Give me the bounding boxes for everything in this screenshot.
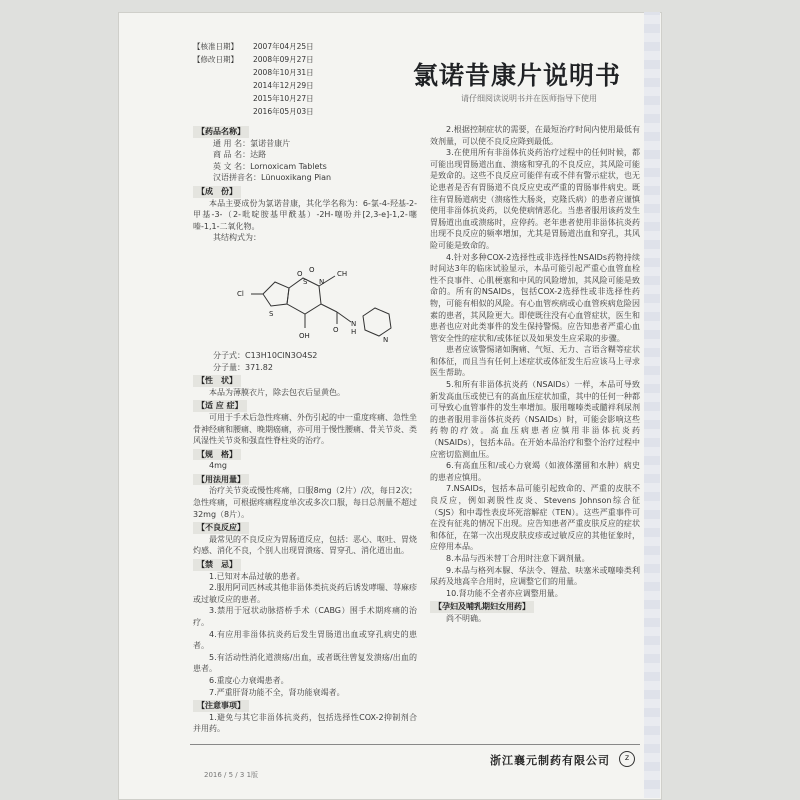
svg-text:Cl: Cl — [237, 289, 244, 298]
contraindication-item: 2.服用阿司匹林或其他非甾体类抗炎药后诱发哮喘、荨麻疹或过敏反应的患者。 — [193, 583, 417, 604]
svg-text:S: S — [269, 309, 274, 318]
contraindication-item: 7.严重肝肾功能不全，肾功能衰竭者。 — [209, 687, 345, 697]
left-column — [193, 124, 417, 735]
precaution-item: 3.在使用所有非甾体抗炎药治疗过程中的任何时候，都可能出现胃肠道出血、溃疡和穿孔的不良反应，其风险可能是致命的。这些不良反应可能伴有或不伴有警示症状，也无论患者是否有胃肠道不良反应史或严重的胃肠事件病史。既往有胃肠道病史（溃疡性大肠炎，克隆氏病）的患者应谨慎使用非甾体抗炎药，以免使病情恶化。当患者服用该药发生胃肠道出血或溃疡时，应停药。老年患者使用非甾体抗炎药出现不良反应的频率增加，尤其是胃肠道出血和穿孔，其风险可能是致命的。 — [430, 148, 640, 250]
company-logo-icon: Z — [619, 751, 635, 767]
adverse-text: 最常见的不良反应为胃肠道反应，包括：恶心、呕吐、胃烧灼感、消化不良，个别人出现胃溃疡、胃穿孔、消化道出血。 — [193, 534, 417, 556]
generic-name: 通 用 名：氯诺昔康片 — [213, 138, 291, 148]
section-heading-dosage: 【用法用量】 — [193, 474, 249, 486]
approval-date: 2007年04月25日 — [253, 42, 314, 51]
structural-formula — [193, 246, 417, 350]
contraindication-item: 5.有活动性消化道溃疡/出血，或者既往曾复发溃疡/出血的患者。 — [193, 652, 417, 674]
svg-text:O: O — [333, 325, 339, 334]
precaution-item: 5.和所有非甾体抗炎药（NSAIDs）一样，本品可导致新发高血压或使已有的高血压症状加重，其中的任何一种都可导致心血管事件的发生率增加。服用噻嗪类或髓袢利尿剂的患者服用非甾体抗炎药（NSAIDs）时，可能会影响这些药物的疗效。高血压病患者应慎用非甾体抗炎药（NSAIDs），包括本品。在开始本品治疗和整个治疗过程中应密切监测血压。 — [430, 380, 640, 459]
precaution-item: 患者应该警惕诸如胸痛、气短、无力、言语含糊等症状和体征，而且当有任何上述症状或体征发生后应该马上寻求医生帮助。 — [430, 345, 640, 378]
svg-text:N: N — [351, 319, 357, 328]
pregnancy-text: 尚不明确。 — [446, 613, 486, 623]
contraindication-item: 6.重度心力衰竭患者。 — [209, 675, 289, 685]
precaution-item: 8.本品与西米替丁合用时注意下调剂量。 — [446, 553, 590, 563]
svg-text:H: H — [351, 327, 357, 336]
section-heading-composition: 【成 份】 — [193, 186, 241, 198]
section-heading-pregnancy: 【孕妇及哺乳期妇女用药】 — [430, 601, 534, 613]
structural-formula-diagram — [233, 246, 413, 350]
svg-text:S: S — [303, 277, 308, 286]
print-code: 2016 / 5 / 3 1版 — [204, 771, 259, 779]
dosage-text: 治疗关节炎或慢性疼痛，口服8mg（2片）/次，每日2次；急性疼痛，可根据疼痛程度单次或多次口服，每日总剂量不超过32mg（8片）。 — [193, 486, 417, 519]
svg-text:OH: OH — [299, 331, 310, 340]
page-border-right — [644, 12, 660, 798]
section-heading-precautions: 【注意事项】 — [193, 700, 249, 712]
svg-text:O: O — [297, 269, 303, 278]
section-heading-spec: 【规 格】 — [193, 449, 241, 461]
svg-text:N: N — [319, 277, 325, 286]
molecular-weight: 分子量：371.82 — [213, 362, 273, 372]
contraindication-item: 3.禁用于冠状动脉搭桥手术（CABG）围手术期疼痛的治疗。 — [193, 606, 417, 627]
company-name: 浙江襄元制药有限公司 — [490, 754, 610, 767]
approval-label: 【核准日期】 — [193, 42, 238, 51]
precaution-item: 1.避免与其它非甾体抗炎药，包括选择性COX-2抑制剂合并用药。 — [193, 712, 417, 734]
section-heading-name: 【药品名称】 — [193, 126, 249, 138]
document-subtitle: 请仔细阅读说明书并在医师指导下使用 — [461, 94, 597, 103]
structure-label: 其结构式为： — [213, 233, 261, 243]
english-name: 英 文 名：Lornoxicam Tablets — [213, 161, 327, 171]
precaution-item: 4.针对多种COX-2选择性或非选择性NSAIDs药物持续时间达3年的临床试验显示，本品可能引起严重心血管血栓性不良事件、心肌梗塞和中风的风险增加，其风险可能是致命的。所有的NSAIDs，包括COX-2选择性或非选择性药物，可能有相似的风险。有心血管疾病或心血管疾病危险因素的患者，其风险更大。即使既往没有心血管症状，医生和患者也应对此类事件的发生保持警惕。应告知患者严重心血管安全性的症状和/或体征以及如果发生应采取的步骤。 — [430, 252, 640, 343]
date-block — [193, 40, 314, 118]
precaution-item: 2.根据控制症状的需要，在最短治疗时间内使用最低有效剂量，可以使不良反应降到最低。 — [430, 125, 640, 146]
svg-text:CH: CH — [337, 269, 348, 278]
right-column — [430, 124, 640, 625]
contraindication-item: 4.有应用非甾体抗炎药后发生胃肠道出血或穿孔病史的患者。 — [193, 629, 417, 651]
revision-date: 2008年10月31日 — [253, 68, 314, 77]
section-heading-contraindications: 【禁 忌】 — [193, 559, 241, 571]
svg-text:N: N — [383, 335, 389, 344]
indications-text: 可用于手术后急性疼痛、外伤引起的中一重度疼痛、急性坐骨神经痛和腰痛、晚期癌痛，亦可用于慢性腰痛、骨关节炎、类风湿性关节炎和强直性脊柱炎的治疗。 — [193, 412, 417, 446]
composition-text: 本品主要成份为氯诺昔康，其化学名称为：6-氯-4-羟基-2-甲基-3-（2-吡啶胺基甲酰基）-2H-噻吩并[2,3-e]-1,2-噻嗪-1,1-二氧化物。 — [193, 198, 417, 231]
revision-date: 2015年10月27日 — [253, 94, 314, 103]
footer-divider — [190, 744, 640, 745]
section-heading-appearance: 【性 状】 — [193, 375, 241, 387]
pinyin-name: 汉语拼音名：Lünuoxikang Pian — [213, 173, 332, 183]
appearance-text: 本品为薄膜衣片，除去包衣后显黄色。 — [209, 387, 345, 397]
revision-label: 【修改日期】 — [193, 55, 238, 64]
revision-date: 2014年12月29日 — [253, 81, 314, 90]
precaution-item: 7.NSAIDs，包括本品可能引起致命的、严重的皮肤不良反应，例如剥脱性皮炎、Stevens Johnson综合征（SJS）和中毒性表皮坏死溶解症（TEN）。这些严重事件可在没有征兆的情况下出现。应告知患者严重皮肤反应的症状和体征，在第一次出现皮肤皮疹或过敏反应的其他征象时，应停用本品。 — [430, 484, 640, 552]
revision-date: 2008年09月27日 — [253, 55, 314, 64]
molecular-formula: 分子式：C13H10ClN3O4S2 — [213, 350, 318, 360]
section-heading-indications: 【适 应 症】 — [193, 400, 247, 412]
precaution-item: 10.肾功能不全者亦应调整用量。 — [446, 588, 563, 598]
precaution-item: 9.本品与格列本脲、华法令、锂盐、呋塞米或噻嗪类利尿药及地高辛合用时，应调整它们的用量。 — [430, 565, 640, 587]
document-title: 氯诺昔康片说明书 — [413, 61, 622, 90]
contraindication-item: 1.已知对本品过敏的患者。 — [209, 571, 305, 581]
precaution-item: 6.有高血压和/或心力衰竭（如液体潴留和水肿）病史的患者应慎用。 — [430, 461, 640, 482]
trade-name: 商 品 名：达路 — [213, 150, 267, 160]
section-heading-adverse: 【不良反应】 — [193, 522, 249, 534]
spec-text: 4mg — [209, 461, 227, 471]
revision-date: 2016年05月03日 — [253, 107, 314, 116]
svg-text:O: O — [309, 265, 315, 274]
